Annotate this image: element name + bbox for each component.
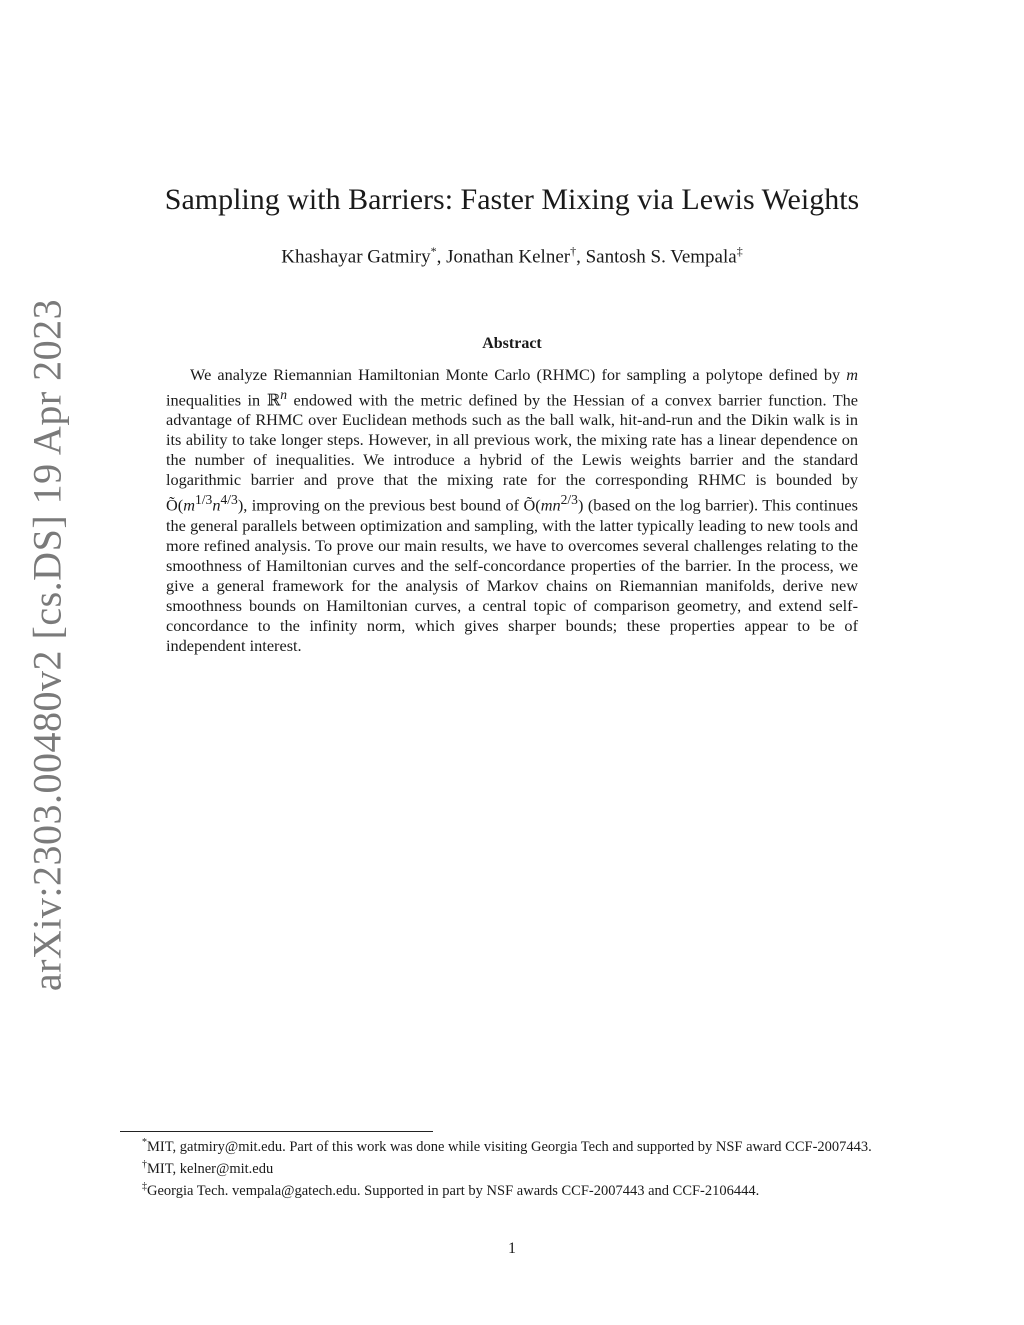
footnotes: [120, 1134, 910, 1199]
footnote: ‡Georgia Tech. vempala@gatech.edu. Supported in part by NSF awards CCF-2007443 and CCF-2106444.: [142, 1180, 760, 1199]
paper-title: Sampling with Barriers: Faster Mixing via Lewis Weights: [164, 183, 860, 216]
author-name: Khashayar Gatmiry: [281, 246, 431, 268]
footnote: †MIT, kelner@mit.edu: [142, 1158, 274, 1177]
author-name: Jonathan Kelner: [446, 246, 571, 268]
author-footnote-mark: *: [430, 244, 437, 258]
footnote: *MIT, gatmiry@mit.edu. Part of this work was done while visiting Georgia Tech and supported by NSF award CCF-2007443.: [142, 1137, 872, 1155]
author-list: Khashayar Gatmiry*, Jonathan Kelner†, Santosh S. Vempala‡: [281, 244, 743, 268]
page-number: 1: [508, 1240, 516, 1257]
author-footnote-mark: ‡: [736, 244, 743, 258]
abstract-body: We analyze Riemannian Hamiltonian Monte Carlo (RHMC) for sampling a polytope defined by m inequalities in ℝ$^n$ endowed with the metric defined by the Hessian of a convex barrier function. The advantage of RHMC over Euclidean methods such as the ball walk, hit-and-run and the Dikin walk is in its ability to take longer steps. However, in all previous work, the mixing rate has a linear dependence on the number of inequalities. We introduce a hybrid of the Lewis weights barrier and the standard logarithmic barrier and prove that the mixing rate for the corresponding RHMC is bounded by $Õ(m^{1/3}n^{4/3})$, improving on the previous best bound of $Õ(mn^{2/3})$ (based on the log barrier). This continues the general parallels between optimization and sampling, with the latter typically leading to new tools and more refined analysis. To prove our main results, we have to overcomes several challenges relating to the smoothness of Hamiltonian curves and the self-concordance properties of the barrier. In the process, we give a general framework for the analysis of Markov chains on Riemannian manifolds, derive new smoothness bounds on Hamiltonian curves, a central topic of comparison geometry, and extend self-concordance to the infinity norm, which gives sharper bounds; these properties appear to be of independent interest.: [166, 365, 859, 655]
abstract-heading: Abstract: [482, 335, 542, 352]
author-footnote-mark: †: [570, 244, 577, 258]
author-name: Santosh S. Vempala: [585, 246, 737, 268]
arxiv-identifier: arXiv:2303.00480v2 [cs.DS] 19 Apr 2023: [24, 298, 70, 992]
footnote-divider: [120, 1131, 433, 1132]
